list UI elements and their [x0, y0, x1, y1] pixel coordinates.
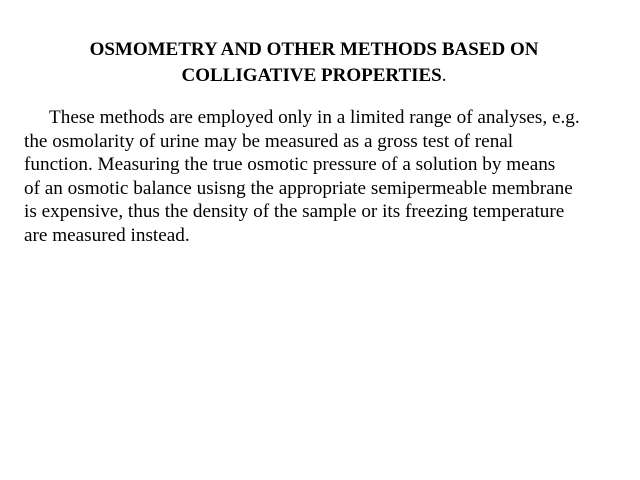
- paragraph-line: function. Measuring the true osmotic pressure of a solution by means: [24, 154, 556, 175]
- paragraph-line: is expensive, thus the density of the sample or its freezing temperature: [24, 201, 565, 222]
- paragraph-line: the osmolarity of urine may be measured as a gross test of renal: [24, 130, 514, 152]
- document-title: [24, 37, 604, 89]
- title-period: .: [441, 65, 447, 86]
- paragraph-line: are measured instead.: [24, 224, 190, 246]
- title-line-2: COLLIGATIVE PROPERTIES: [181, 65, 442, 86]
- paragraph-line: of an osmotic balance usisng the appropriate semipermeable membrane: [24, 177, 573, 199]
- body-paragraph: [24, 106, 624, 247]
- title-line-1: OSMOMETRY AND OTHER METHODS BASED ON: [89, 39, 539, 60]
- paragraph-line: These methods are employed only in a limited range of analyses, e.g.: [49, 107, 580, 128]
